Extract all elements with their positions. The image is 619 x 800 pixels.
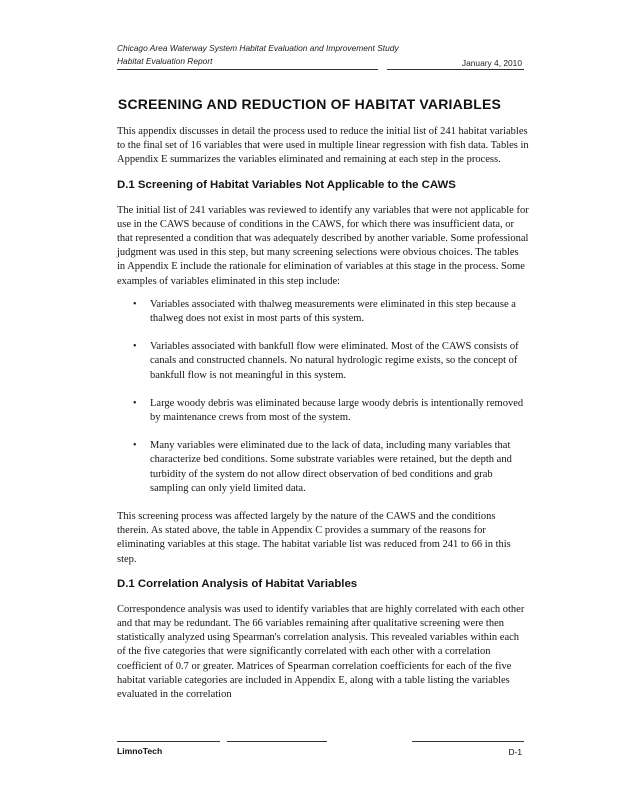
- footer-rule: [227, 741, 327, 742]
- list-item-text: Variables associated with thalweg measurements were eliminated in this step because a thalweg does not exist in most parts of this system.: [150, 298, 516, 325]
- footer-company: LimnoTech: [117, 746, 163, 756]
- header-date: January 4, 2010: [461, 58, 522, 68]
- list-item: [117, 397, 529, 425]
- bullet-icon: •: [133, 341, 137, 353]
- header-study-title: Chicago Area Waterway System Habitat Evaluation and Improvement Study: [117, 43, 399, 53]
- footer-page-number: D-1: [508, 747, 522, 757]
- footer-rule: [412, 741, 524, 742]
- footer-rule: [117, 741, 220, 742]
- correlation-paragraph: Correspondence analysis was used to identify variables that are highly correlated with each other and that may be redundant. The 66 variables remaining after qualitative screening were then statistically analyzed using Spearman's correlation analysis. This revealed variables within each of the five categories that were significantly correlated with each other with a correlation coefficient of 0.7 or greater. Matrices of Spearman correlation coefficients for each of the five habitat variable categories are included in Appendix E, along with a table listing the variables evaluated in the correlation: [117, 603, 525, 701]
- section-heading-screening: D.1 Screening of Habitat Variables Not Applicable to the CAWS: [117, 178, 456, 191]
- section-heading-correlation: D.1 Correlation Analysis of Habitat Variables: [117, 577, 358, 590]
- header-rule: [387, 69, 524, 70]
- list-item: [117, 439, 529, 496]
- page-title: SCREENING AND REDUCTION OF HABITAT VARIABLES: [117, 96, 502, 112]
- header-report-title: Habitat Evaluation Report: [117, 56, 213, 66]
- list-item-text: Variables associated with bankfull flow were eliminated. Most of the CAWS consists of canals and constructed channels. No natural hydrologic regime exists, so the concept of bankfull flow is not meaningful in this system.: [150, 341, 519, 381]
- bullet-icon: •: [133, 440, 137, 452]
- bullet-list: [117, 298, 529, 496]
- document-body: [117, 125, 529, 711]
- intro-paragraph: This appendix discusses in detail the process used to reduce the initial list of 241 habitat variables to the final set of 16 variables that were used in multiple linear regression with fish data. Tables in Appendix E summarizes the variables eliminated and remaining at each step in the process.: [117, 126, 529, 166]
- list-item-text: Large woody debris was eliminated because large woody debris is intentionally removed by maintenance crews from most of the system.: [150, 397, 524, 424]
- list-item: [117, 298, 529, 326]
- screening-paragraph: The initial list of 241 variables was reviewed to identify any variables that were not applicable for use in the CAWS because of conditions in the CAWS, for which there was insufficient data, or that represented a condition that was adequately described by another variable. Some professional judgment was used in this step, but many screening selections were obvious choices. The tables in Appendix E include the rationale for elimination of variables at this stage in the process. Some examples of variables eliminated in this step include:: [117, 204, 529, 287]
- screening-summary-paragraph: This screening process was affected largely by the nature of the CAWS and the conditions therein. As stated above, the table in Appendix C provides a summary of the reasons for eliminating variables at this stage. The habitat variable list was reduced from 241 to 66 in this step.: [117, 511, 511, 565]
- bullet-icon: •: [133, 397, 137, 409]
- header-rule: [117, 69, 378, 70]
- list-item-text: Many variables were eliminated due to the lack of data, including many variables that characterize bed conditions. Some substrate variables were retained, but the depth and turbidity of the system do not allow direct observation of bed conditions and grab sampling can only yield limited data.: [150, 440, 512, 494]
- bullet-icon: •: [133, 298, 137, 310]
- list-item: [117, 340, 529, 383]
